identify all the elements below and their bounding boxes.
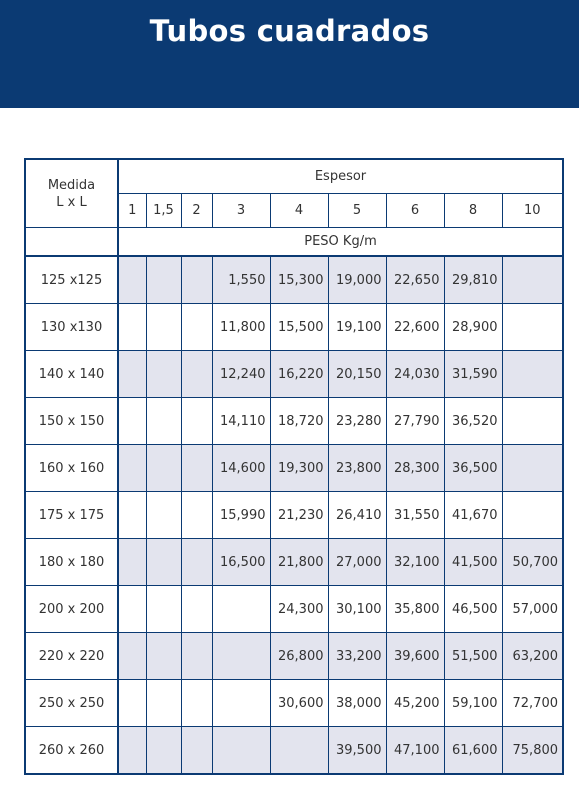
weight-cell [181,539,212,586]
weight-cell: 30,100 [328,586,386,633]
weight-cell: 22,650 [386,256,444,304]
weight-cell: 63,200 [502,633,563,680]
weight-cell: 46,500 [444,586,502,633]
weight-cell [146,351,181,398]
weight-cell: 26,410 [328,492,386,539]
weight-cell: 30,600 [270,680,328,727]
weight-cell [118,351,146,398]
weight-cell: 41,500 [444,539,502,586]
weight-cell: 39,600 [386,633,444,680]
table-row [25,304,563,351]
weight-cell [181,445,212,492]
weight-cell: 61,600 [444,727,502,775]
weight-cell: 23,280 [328,398,386,445]
size-cell: 130 x130 [25,304,118,351]
weight-cell: 15,500 [270,304,328,351]
weight-cell: 28,900 [444,304,502,351]
size-cell: 220 x 220 [25,633,118,680]
size-cell: 150 x 150 [25,398,118,445]
weight-cell [181,256,212,304]
specs-table [24,158,564,775]
medida-header-line1: Medida [47,177,96,193]
medida-header-line2: L x L [56,194,87,210]
size-cell: 160 x 160 [25,445,118,492]
weight-cell [181,351,212,398]
thickness-header: 1 [118,194,146,228]
thickness-header: 2 [181,194,212,228]
table-row [25,586,563,633]
table-row [25,445,563,492]
weight-cell: 45,200 [386,680,444,727]
weight-cell: 38,000 [328,680,386,727]
thickness-header: 5 [328,194,386,228]
weight-cell [502,398,563,445]
weight-cell: 24,300 [270,586,328,633]
weight-cell: 31,590 [444,351,502,398]
weight-cell: 27,000 [328,539,386,586]
weight-cell [502,492,563,539]
thickness-header: 4 [270,194,328,228]
weight-cell [181,398,212,445]
weight-cell [118,304,146,351]
weight-cell [212,586,270,633]
weight-cell: 19,000 [328,256,386,304]
weight-cell: 50,700 [502,539,563,586]
thickness-header: 1,5 [146,194,181,228]
weight-cell [181,304,212,351]
weight-cell [181,680,212,727]
weight-cell [502,304,563,351]
weight-cell: 23,800 [328,445,386,492]
weight-cell [181,633,212,680]
weight-cell: 12,240 [212,351,270,398]
weight-cell [118,492,146,539]
weight-cell: 47,100 [386,727,444,775]
size-cell: 180 x 180 [25,539,118,586]
weight-cell [118,586,146,633]
weight-cell [212,727,270,775]
weight-cell: 29,810 [444,256,502,304]
weight-cell: 32,100 [386,539,444,586]
page-title: Tubos cuadrados [149,14,430,48]
weight-cell [118,680,146,727]
weight-cell [181,727,212,775]
weight-cell [146,633,181,680]
weight-cell: 19,100 [328,304,386,351]
weight-cell: 11,800 [212,304,270,351]
table-row [25,680,563,727]
weight-cell: 20,150 [328,351,386,398]
weight-cell: 75,800 [502,727,563,775]
weight-cell [502,445,563,492]
weight-cell: 33,200 [328,633,386,680]
weight-cell: 18,720 [270,398,328,445]
weight-cell: 15,300 [270,256,328,304]
thickness-header: 3 [212,194,270,228]
weight-cell: 14,110 [212,398,270,445]
weight-cell [146,304,181,351]
weight-cell: 35,800 [386,586,444,633]
thickness-header: 10 [502,194,563,228]
weight-cell [181,586,212,633]
weight-cell: 24,030 [386,351,444,398]
weight-cell [502,351,563,398]
weight-cell [146,586,181,633]
weight-cell [118,398,146,445]
weight-cell: 21,800 [270,539,328,586]
size-cell: 125 x125 [25,256,118,304]
size-cell: 140 x 140 [25,351,118,398]
weight-cell: 51,500 [444,633,502,680]
weight-cell [146,256,181,304]
weight-cell: 36,520 [444,398,502,445]
weight-cell [118,633,146,680]
table-row [25,351,563,398]
weight-cell [146,539,181,586]
weight-cell [212,633,270,680]
weight-cell: 36,500 [444,445,502,492]
weight-cell: 59,100 [444,680,502,727]
weight-cell: 15,990 [212,492,270,539]
table-row [25,398,563,445]
unit-header: PESO Kg/m [118,228,563,257]
weight-cell: 16,500 [212,539,270,586]
size-cell: 250 x 250 [25,680,118,727]
weight-cell: 27,790 [386,398,444,445]
weight-cell: 14,600 [212,445,270,492]
weight-cell [118,445,146,492]
weight-cell: 39,500 [328,727,386,775]
size-cell: 200 x 200 [25,586,118,633]
weight-cell [146,680,181,727]
weight-cell [146,445,181,492]
weight-cell [212,680,270,727]
weight-cell: 22,600 [386,304,444,351]
weight-cell [118,727,146,775]
table-row [25,256,563,304]
weight-cell [270,727,328,775]
weight-cell: 72,700 [502,680,563,727]
weight-cell [146,492,181,539]
weight-cell: 31,550 [386,492,444,539]
weight-cell [118,256,146,304]
weight-cell [118,539,146,586]
weight-cell [146,727,181,775]
medida-header-blank [25,228,118,257]
size-cell: 175 x 175 [25,492,118,539]
espesor-header: Espesor [118,159,563,194]
weight-cell [146,398,181,445]
weight-cell [502,256,563,304]
weight-cell: 57,000 [502,586,563,633]
table-row [25,492,563,539]
table-row [25,633,563,680]
size-cell: 260 x 260 [25,727,118,775]
thickness-header: 6 [386,194,444,228]
weight-cell: 19,300 [270,445,328,492]
thickness-header: 8 [444,194,502,228]
weight-cell: 28,300 [386,445,444,492]
weight-cell: 26,800 [270,633,328,680]
weight-cell: 1,550 [212,256,270,304]
weight-cell [181,492,212,539]
medida-header [25,159,118,228]
weight-cell: 41,670 [444,492,502,539]
weight-cell: 16,220 [270,351,328,398]
weight-cell: 21,230 [270,492,328,539]
table-row [25,539,563,586]
table-row [25,727,563,775]
